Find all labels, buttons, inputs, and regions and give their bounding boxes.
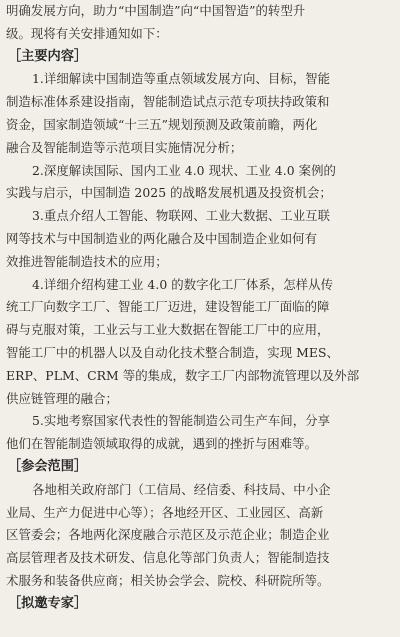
paragraph-line: 2.深度解读国际、国内工业 4.0 现状、工业 4.0 案例的 (32, 162, 336, 178)
paragraph-line: 各地相关政府部门（工信局、经信委、科技局、中小企 (32, 481, 331, 497)
paragraph-line: 网等技术与中国制造业的两化融合及中国制造企业如何有 (6, 230, 318, 246)
paragraph-line: 统工厂向数字工厂、智能工厂迈进，建设智能工厂面临的障 (6, 299, 330, 315)
intro-line: 级。现将有关安排通知如下： (6, 25, 168, 41)
paragraph-line: 效推进智能制造技术的应用； (6, 253, 168, 269)
paragraph-line: 区管委会；各地两化深度融合示范区及示范企业；制造企业 (6, 527, 330, 543)
paragraph-line: ERP、PLM、CRM 等的集成，数字工厂内部物流管理以及外部 (6, 367, 360, 383)
paragraph-line: 供应链管理的融合； (6, 390, 118, 406)
intro-line: 明确发展方向，助力“中国制造”向“中国智造”的转型升 (6, 3, 306, 18)
section-title-participants: ［参会范围］ (8, 458, 88, 474)
paragraph-line: 他们在智能制造领域取得的成就，遇到的挫折与困难等。 (6, 436, 318, 452)
paragraph-line: 制造标准体系建设指南，智能制造试点示范专项扶持政策和 (6, 94, 330, 110)
paragraph-line: 实践与启示，中国制造 2025 的战略发展机遇及投资机会； (6, 185, 332, 201)
paragraph-line: 术服务和装备供应商；相关协会学会、院校、科研院所等。 (6, 572, 330, 588)
paragraph-line: 5.实地考察国家代表性的智能制造公司生产车间，分享 (32, 413, 331, 429)
paragraph-line: 融合及智能制造等示范项目实施情况分析； (6, 139, 243, 155)
section-title-invited-experts: ［拟邀专家］ (8, 595, 88, 611)
paragraph-line: 碍与克服对策，工业云与工业大数据在智能工厂中的应用， (6, 322, 330, 338)
paragraph-line: 业局、生产力促进中心等）；各地经开区、工业园区、高新 (6, 504, 324, 520)
paragraph-line: 智能工厂中的机器人以及自动化技术整合制造，实现 MES、 (6, 344, 339, 360)
paragraph-line: 1.详细解读中国制造等重点领域发展方向、目标，智能 (32, 71, 331, 87)
paragraph-line: 3.重点介绍人工智能、物联网、工业大数据、工业互联 (32, 208, 331, 224)
paragraph-line: 高层管理者及技术研发、信息化等部门负责人；智能制造技 (6, 550, 330, 566)
section-title-main-content: ［主要内容］ (8, 48, 88, 64)
paragraph-line: 4.详细介绍构建工业 4.0 的数字化工厂体系，怎样从传 (32, 276, 334, 292)
paragraph-line: 资金，国家制造领域“十三五”规划预测及政策前瞻，两化 (6, 116, 318, 132)
